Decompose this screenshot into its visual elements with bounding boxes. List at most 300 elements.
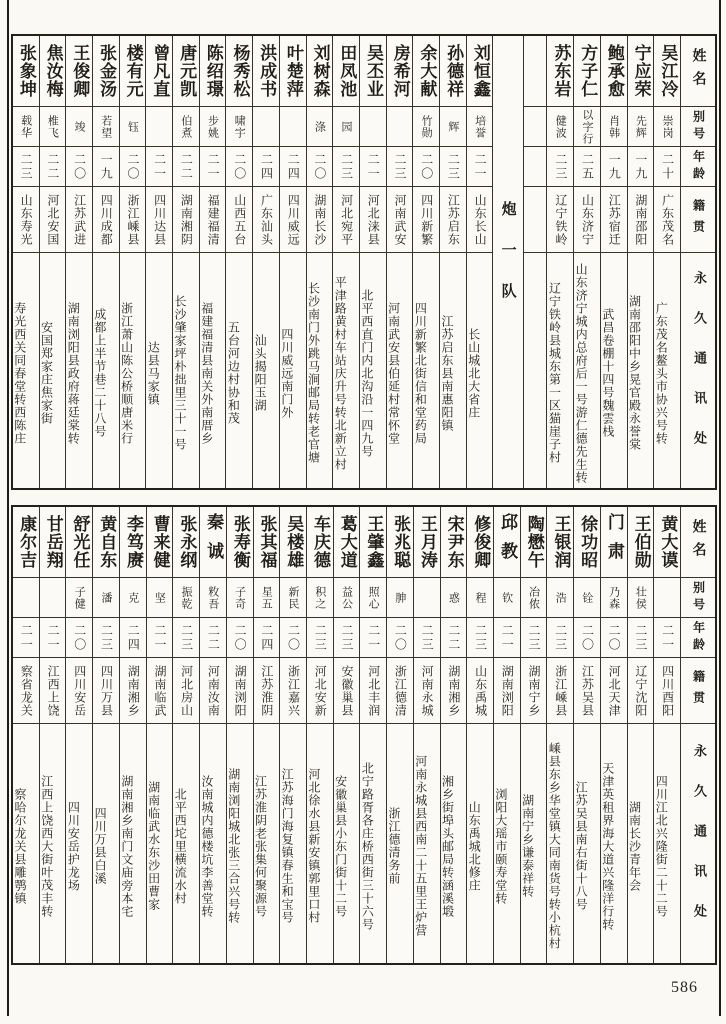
- alias-cell: 伯煮: [173, 106, 199, 146]
- age-cell: 一九: [93, 146, 119, 186]
- person-column: [653, 507, 680, 963]
- origin-cell: 安徽巢县: [334, 657, 360, 723]
- address-cell: 辽宁铁岭县城东第一区猫崖子村: [547, 252, 573, 488]
- name-cell: 徐功昭: [577, 515, 598, 569]
- header-age: 年龄: [681, 146, 715, 186]
- origin-cell: 江苏淮阴: [254, 657, 280, 723]
- person-column: [493, 507, 520, 963]
- age-cell: 二一: [360, 146, 386, 186]
- person-column: [333, 507, 360, 963]
- age-cell: 二〇: [574, 617, 600, 657]
- origin-cell: 山西五台: [226, 186, 252, 252]
- person-column: [199, 507, 226, 963]
- name-cell: 焦汝梅: [42, 44, 63, 98]
- origin-cell: 浙江嵊县: [120, 186, 146, 252]
- name-cell: 叶楚萍: [282, 44, 303, 98]
- alias-cell: [40, 577, 66, 617]
- age-cell: 二一: [40, 617, 66, 657]
- person-column: [413, 507, 440, 963]
- address-cell: 广东茂名鳌头市协兴号转: [654, 252, 680, 488]
- age-cell: 二三: [93, 617, 119, 657]
- name-cell: 舒光任: [69, 515, 90, 569]
- address-cell: 四川威远南门外: [280, 252, 306, 488]
- age-cell: 二三: [334, 617, 360, 657]
- alias-cell: 竣: [66, 106, 92, 146]
- alias-cell: 新民: [280, 577, 306, 617]
- origin-cell: 湖南邵阳: [628, 186, 654, 252]
- age-cell: 二四: [120, 617, 146, 657]
- alias-cell: 步姚: [200, 106, 226, 146]
- name-cell: 张象坤: [15, 44, 36, 98]
- person-column: [627, 36, 654, 488]
- origin-cell: 湖南宁乡: [521, 657, 547, 723]
- address-cell: 武昌卷棚十四号魏雲栈: [601, 252, 627, 488]
- origin-cell: 福建福清: [200, 186, 226, 252]
- origin-cell: 四川酉阳: [654, 657, 680, 723]
- alias-cell: 健波: [547, 106, 573, 146]
- address-cell: 嵊县东乡华堂镇大同南货号转小杭村: [547, 723, 573, 963]
- alias-cell: 壮侯: [628, 577, 654, 617]
- alias-cell: 惑: [441, 577, 467, 617]
- age-cell: 二〇: [601, 617, 627, 657]
- alias-cell: 浩: [547, 577, 573, 617]
- empty-cell: [524, 106, 546, 146]
- age-cell: 二三: [521, 617, 547, 657]
- name-cell: 楼有元: [122, 44, 143, 98]
- origin-cell: 江苏启东: [440, 186, 466, 252]
- group-label-column: [492, 36, 523, 488]
- address-cell: 山东禹城北修庄: [467, 723, 493, 963]
- address-cell: 寿光西关同春堂转西陈庄: [13, 252, 39, 488]
- empty-cell: [524, 252, 546, 488]
- origin-cell: 广东茂名: [654, 186, 680, 252]
- origin-cell: 辽宁沈阳: [628, 657, 654, 723]
- age-cell: 二一: [13, 617, 39, 657]
- person-column: [520, 507, 547, 963]
- name-cell: 王俊卿: [69, 44, 90, 98]
- origin-cell: 山东长山: [467, 186, 493, 252]
- empty-cell: [524, 186, 546, 252]
- age-cell: 二一: [654, 617, 680, 657]
- name-cell: 邱教: [497, 513, 517, 571]
- name-cell: 秦诚: [203, 513, 224, 571]
- name-cell: 康尔吉: [16, 515, 37, 569]
- address-cell: 五台河边村协和茂: [226, 252, 252, 488]
- address-cell: 河南武安县伯延村常怀堂: [387, 252, 413, 488]
- name-cell: 王伯勋: [630, 515, 651, 569]
- alias-cell: 潘: [93, 577, 119, 617]
- address-cell: 福建福清县南关外南厝乡: [200, 252, 226, 488]
- header-address: 永久通讯处: [681, 252, 715, 488]
- age-cell: 二二: [441, 617, 467, 657]
- person-column: [225, 36, 252, 488]
- address-cell: 江苏海门海复镇春生和宝号: [280, 723, 306, 963]
- alias-cell: 星五: [254, 577, 280, 617]
- origin-cell: 山东济宁: [574, 186, 600, 252]
- age-cell: 二四: [254, 617, 280, 657]
- alias-cell: 胂: [387, 577, 413, 617]
- person-column: [306, 36, 333, 488]
- alias-cell: 涤: [307, 106, 333, 146]
- address-cell: 湖南浏阳城北张三合兴号转: [227, 723, 253, 963]
- header-column: [680, 507, 715, 963]
- alias-cell: 益公: [334, 577, 360, 617]
- name-cell: 黄自东: [96, 515, 117, 569]
- origin-cell: 湖南湘阴: [173, 186, 199, 252]
- age-cell: 二三: [547, 617, 573, 657]
- person-column: [573, 507, 600, 963]
- address-cell: 湖南湘乡南门文庙旁本宅: [120, 723, 146, 963]
- age-cell: 二〇: [120, 146, 146, 186]
- address-cell: 河北徐水县新安镇郭里口村: [307, 723, 333, 963]
- age-cell: 二一: [360, 617, 386, 657]
- origin-cell: 浙江嵊县: [547, 657, 573, 723]
- origin-cell: 湖南长沙: [307, 186, 333, 252]
- age-cell: 二一: [147, 617, 173, 657]
- age-cell: 二〇: [66, 146, 92, 186]
- address-cell: 浏阳大瑶市颐寿堂转: [494, 723, 520, 963]
- address-cell: 江苏吴县南右街十八号: [574, 723, 600, 963]
- address-cell: 湖南浏阳县政府蒋廷棠转: [66, 252, 92, 488]
- name-cell: 王月涛: [416, 515, 437, 569]
- alias-cell: 铨: [574, 577, 600, 617]
- origin-cell: 河北安国: [40, 186, 66, 252]
- origin-cell: 四川新繁: [413, 186, 439, 252]
- address-cell: 浙江德清务前: [387, 723, 413, 963]
- address-cell: 长沙肇家坪朴拙里三十一号: [173, 252, 199, 488]
- address-cell: 汕头揭阳玉湖: [253, 252, 279, 488]
- address-cell: 河南永城县西南二十五里王炉营: [414, 723, 440, 963]
- name-cell: 孙德祥: [443, 44, 464, 98]
- alias-cell: 钦: [494, 577, 520, 617]
- person-column: [279, 36, 306, 488]
- origin-cell: 察省龙关: [13, 657, 39, 723]
- header-alias: 别号: [681, 106, 715, 146]
- name-cell: 陶懋午: [523, 515, 544, 569]
- address-cell: 北平西坨里横流水村: [173, 723, 199, 963]
- address-cell: 达县马家镇: [146, 252, 172, 488]
- alias-cell: 园: [333, 106, 359, 146]
- alias-cell: 崇岗: [654, 106, 680, 146]
- person-column: [600, 36, 627, 488]
- address-cell: 四川安岳护龙场: [66, 723, 92, 963]
- person-column: [359, 507, 386, 963]
- origin-cell: 湖南湘乡: [441, 657, 467, 723]
- name-cell: 宋尹东: [443, 515, 464, 569]
- person-column: [226, 507, 253, 963]
- age-cell: 二〇: [413, 146, 439, 186]
- age-cell: 二三: [13, 146, 39, 186]
- person-column: [13, 36, 39, 488]
- name-cell: 门肃: [603, 513, 624, 571]
- name-cell: 车庆德: [309, 515, 330, 569]
- person-column: [146, 507, 173, 963]
- person-column: [653, 36, 680, 488]
- name-cell: 曹来健: [149, 515, 170, 569]
- alias-cell: 椎飞: [40, 106, 66, 146]
- origin-cell: 河北宛平: [333, 186, 359, 252]
- name-cell: 宁应荣: [630, 44, 651, 98]
- person-column: [439, 36, 466, 488]
- name-cell: 葛大道: [336, 515, 357, 569]
- alias-cell: 钰: [120, 106, 146, 146]
- origin-cell: 河北房山: [173, 657, 199, 723]
- person-column: [466, 507, 493, 963]
- alias-cell: 照心: [360, 577, 386, 617]
- alias-cell: 克: [120, 577, 146, 617]
- person-column: [359, 36, 386, 488]
- address-cell: 长山城北大省庄: [467, 252, 493, 488]
- name-cell: 黄大谟: [657, 515, 678, 569]
- alias-cell: 程: [467, 577, 493, 617]
- origin-cell: 江西上饶: [40, 657, 66, 723]
- origin-cell: 江苏宿迁: [601, 186, 627, 252]
- name-cell: 苏东岩: [550, 44, 571, 98]
- person-column: [440, 507, 467, 963]
- address-cell: 湖南宁乡谦泰祥转: [521, 723, 547, 963]
- age-cell: 二三: [414, 617, 440, 657]
- header-alias: 别号: [681, 577, 715, 617]
- person-column: [145, 36, 172, 488]
- address-cell: 四川江北兴隆街二十二号: [654, 723, 680, 963]
- alias-cell: 以字行: [574, 106, 600, 146]
- person-column: [573, 36, 600, 488]
- name-cell: 余大献: [416, 44, 437, 98]
- name-cell: 张寿衡: [229, 515, 250, 569]
- origin-cell: 辽宁铁岭: [547, 186, 573, 252]
- address-cell: 湖南邵阳中乡晃官殿永誉棠: [628, 252, 654, 488]
- address-cell: 四川万县白溪: [93, 723, 119, 963]
- person-column: [92, 507, 119, 963]
- empty-cell: [524, 36, 546, 106]
- origin-cell: 四川万县: [93, 657, 119, 723]
- name-cell: 刘恒鑫: [469, 44, 490, 98]
- name-cell: 洪成书: [256, 44, 277, 98]
- age-cell: 二三: [307, 617, 333, 657]
- person-column: [119, 36, 146, 488]
- alias-cell: [654, 577, 680, 617]
- address-cell: 江苏淮阴老张集何聚源号: [254, 723, 280, 963]
- origin-cell: 江苏武进: [66, 186, 92, 252]
- age-cell: 二四: [253, 146, 279, 186]
- name-cell: 王银润: [550, 515, 571, 569]
- person-column: [386, 36, 413, 488]
- age-cell: 二一: [200, 146, 226, 186]
- alias-cell: 冶侬: [521, 577, 547, 617]
- person-column: [199, 36, 226, 488]
- person-column: [65, 36, 92, 488]
- page-number: 586: [671, 979, 698, 996]
- origin-cell: 湖南湘乡: [120, 657, 146, 723]
- name-cell: 张金汤: [95, 44, 116, 98]
- address-cell: 长沙南门外跳马涧邮局转老官塘: [307, 252, 333, 488]
- age-cell: 二〇: [280, 617, 306, 657]
- spacer-column: [523, 36, 546, 488]
- age-cell: 二三: [628, 617, 654, 657]
- alias-cell: 敉吾: [200, 577, 226, 617]
- age-cell: 二四: [280, 146, 306, 186]
- name-cell: 鲍承愈: [603, 44, 624, 98]
- header-name: 姓名: [690, 48, 707, 94]
- name-cell: 陈绍璟: [202, 44, 223, 98]
- alias-cell: [414, 577, 440, 617]
- person-column: [306, 507, 333, 963]
- name-cell: 房希河: [389, 44, 410, 98]
- person-column: [466, 36, 493, 488]
- alias-cell: [387, 106, 413, 146]
- age-cell: 二三: [173, 617, 199, 657]
- person-column: [546, 507, 573, 963]
- address-cell: 湘乡街埠头邮局转涵溪塅: [441, 723, 467, 963]
- age-cell: 二三: [467, 617, 493, 657]
- name-cell: 张兆聪: [390, 515, 411, 569]
- name-cell: 李笃赓: [122, 515, 143, 569]
- person-column: [252, 36, 279, 488]
- origin-cell: 四川达县: [146, 186, 172, 252]
- header-origin: 籍贯: [681, 657, 715, 723]
- origin-cell: 河北安新: [307, 657, 333, 723]
- person-column: [332, 36, 359, 488]
- origin-cell: 山东寿光: [13, 186, 39, 252]
- origin-cell: 浙江嘉兴: [280, 657, 306, 723]
- age-cell: 二二: [200, 617, 226, 657]
- person-column: [546, 36, 573, 488]
- origin-cell: 浙江德清: [387, 657, 413, 723]
- alias-cell: 坚: [147, 577, 173, 617]
- address-cell: 江西上饶西大街叶茂丰转: [40, 723, 66, 963]
- alias-cell: 载华: [13, 106, 39, 146]
- person-column: [172, 507, 199, 963]
- alias-cell: 辉: [440, 106, 466, 146]
- address-cell: 汝南城内德楼坑李善堂转: [200, 723, 226, 963]
- age-cell: 二二: [40, 146, 66, 186]
- address-cell: 安徽巢县小东门街十二号: [334, 723, 360, 963]
- address-cell: 山东济宁城内总府后一号游仁德先生转: [574, 252, 600, 488]
- origin-cell: 山东禹城: [467, 657, 493, 723]
- address-cell: 平津路黄村车站庆升号转北新立村: [333, 252, 359, 488]
- page-border-right: [719, 0, 721, 1016]
- alias-cell: [280, 106, 306, 146]
- address-cell: 察哈尔龙关县雕鹗镇: [13, 723, 39, 963]
- name-cell: 曾凡直: [149, 44, 170, 98]
- age-cell: 二五: [574, 146, 600, 186]
- name-cell: 吴丕业: [363, 44, 383, 98]
- alias-cell: [146, 106, 172, 146]
- origin-cell: 河南汝南: [200, 657, 226, 723]
- origin-cell: 河北天津: [601, 657, 627, 723]
- address-cell: 北平西直门内北沟沿一四九号: [360, 252, 386, 488]
- alias-cell: 振乾: [173, 577, 199, 617]
- origin-cell: 河北涞县: [360, 186, 386, 252]
- name-cell: 王肇鑫: [363, 515, 384, 569]
- origin-cell: 湖南浏阳: [494, 657, 520, 723]
- address-cell: 浙江萧山陈公桥顺唐米行: [120, 252, 146, 488]
- person-column: [412, 36, 439, 488]
- header-origin: 籍贯: [681, 186, 715, 252]
- person-column: [119, 507, 146, 963]
- name-cell: 刘树森: [309, 44, 330, 98]
- person-column: [386, 507, 413, 963]
- person-column: [253, 507, 280, 963]
- alias-cell: [360, 106, 386, 146]
- age-cell: 一九: [601, 146, 627, 186]
- person-column: [39, 507, 66, 963]
- age-cell: 一九: [628, 146, 654, 186]
- address-cell: 湖南长沙青年会: [628, 723, 654, 963]
- name-cell: 吴江冷: [657, 44, 678, 98]
- age-cell: 二二: [173, 146, 199, 186]
- header-address: 永久通讯处: [681, 723, 715, 963]
- origin-cell: 河南永城: [414, 657, 440, 723]
- address-cell: 天津英租界海大道兴隆洋行转: [601, 723, 627, 963]
- age-cell: 二一: [146, 146, 172, 186]
- age-cell: 二一: [494, 617, 520, 657]
- name-cell: 杨秀松: [229, 44, 250, 98]
- person-column: [627, 507, 654, 963]
- age-cell: 二〇: [387, 617, 413, 657]
- alias-cell: 子奇: [227, 577, 253, 617]
- address-cell: 北宁路胥各庄桥西街三十六号: [360, 723, 386, 963]
- alias-cell: 乃森: [601, 577, 627, 617]
- address-cell: 江苏启东县南惠阳镇: [440, 252, 466, 488]
- age-cell: 二〇: [226, 146, 252, 186]
- person-column: [172, 36, 199, 488]
- name-cell: 唐元凯: [176, 44, 197, 98]
- header-age: 年龄: [681, 617, 715, 657]
- name-cell: 张永纲: [176, 515, 197, 569]
- alias-cell: [253, 106, 279, 146]
- alias-cell: 肖韩: [601, 106, 627, 146]
- header-name: 姓名: [690, 519, 707, 565]
- age-cell: 二三: [333, 146, 359, 186]
- person-column: [92, 36, 119, 488]
- origin-cell: 湖南临武: [147, 657, 173, 723]
- name-cell: 田凤池: [336, 44, 357, 98]
- origin-cell: 河北丰润: [360, 657, 386, 723]
- alias-cell: 先辉: [628, 106, 654, 146]
- page-border-left: [7, 0, 9, 1016]
- age-cell: 二三: [387, 146, 413, 186]
- origin-cell: 湖南浏阳: [227, 657, 253, 723]
- alias-cell: 培誉: [467, 106, 493, 146]
- age-cell: 二〇: [66, 617, 92, 657]
- person-column: [65, 507, 92, 963]
- address-cell: 四川新繁北街信和堂药局: [413, 252, 439, 488]
- origin-cell: 广东汕头: [253, 186, 279, 252]
- age-cell: 二一: [467, 146, 493, 186]
- person-column: [600, 507, 627, 963]
- person-column: [13, 507, 39, 963]
- roster-table-top: [11, 34, 717, 490]
- empty-cell: [524, 146, 546, 186]
- header-column: [680, 36, 715, 488]
- alias-cell: 子健: [66, 577, 92, 617]
- group-label: 炮一队: [499, 200, 518, 324]
- age-cell: 二三: [440, 146, 466, 186]
- name-cell: 吴楼雄: [283, 515, 304, 569]
- address-cell: 安国郑家庄焦家街: [40, 252, 66, 488]
- alias-cell: 竹勋: [413, 106, 439, 146]
- origin-cell: 四川威远: [280, 186, 306, 252]
- alias-cell: 积之: [307, 577, 333, 617]
- address-cell: 湖南临武水东沙田曹家: [147, 723, 173, 963]
- origin-cell: 四川安岳: [66, 657, 92, 723]
- age-cell: 二〇: [227, 617, 253, 657]
- name-cell: 方子仁: [577, 44, 598, 98]
- roster-table-bottom: [11, 505, 717, 965]
- age-cell: 二〇: [307, 146, 333, 186]
- alias-cell: 啸宇: [226, 106, 252, 146]
